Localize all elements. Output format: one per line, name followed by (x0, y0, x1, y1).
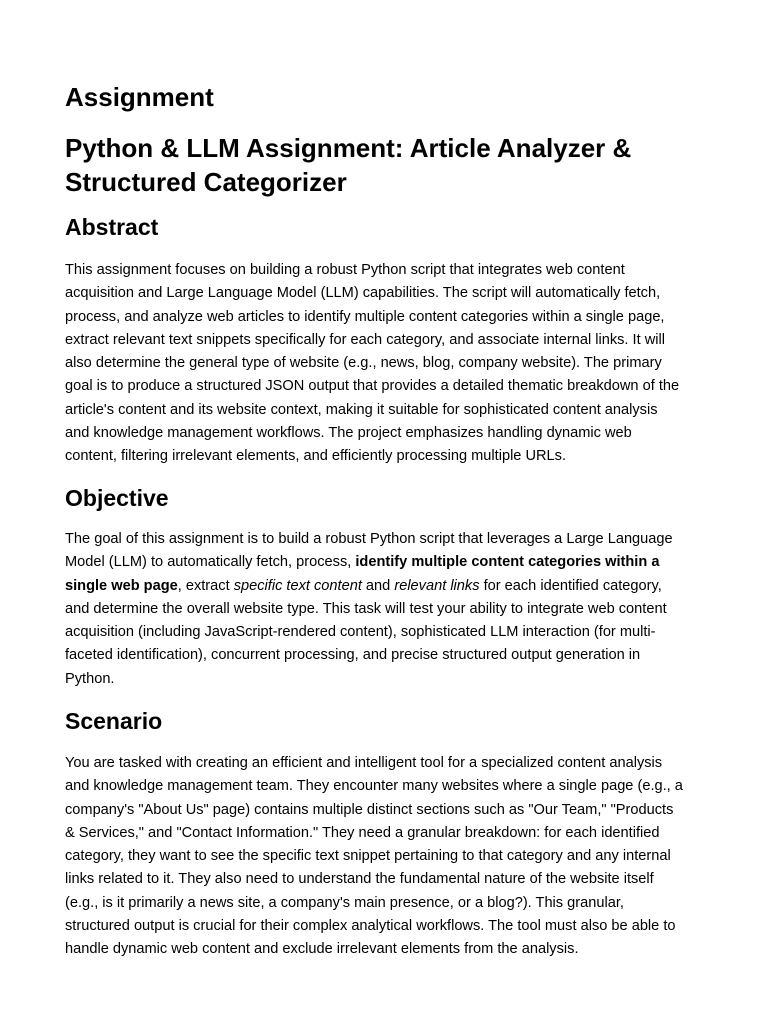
italic-text: relevant links (394, 577, 480, 594)
paragraph-line (65, 551, 707, 574)
abstract-paragraph (65, 259, 707, 469)
scenario-heading: Scenario (65, 708, 163, 734)
paragraph-line: extract relevant text snippets specifically for each category, and associate internal links. It will (65, 331, 665, 348)
paragraph-line: This assignment focuses on building a robust Python script that integrates web content (65, 262, 625, 278)
document-title (65, 131, 705, 199)
paragraph-line: Python. (65, 670, 115, 687)
paragraph-line: content, filtering irrelevant elements, and efficiently processing multiple URLs. (65, 448, 567, 465)
title-line: Python & LLM Assignment: Article Analyzer & (65, 133, 632, 163)
document-label: Assignment (65, 82, 214, 112)
paragraph-line: faceted identification), concurrent processing, and precise structured output generation in (65, 647, 641, 664)
paragraph-line: You are tasked with creating an efficient and intelligent tool for a specialized content analysis (65, 755, 663, 771)
text-run: and (361, 577, 395, 594)
paragraph-line: & Services," and "Contact Information." They need a granular breakdown: for each identified (65, 824, 660, 841)
paragraph-line: links related to it. They also need to understand the fundamental nature of the website itself (65, 871, 654, 888)
text-run: , extract (177, 577, 234, 594)
paragraph-line: The goal of this assignment is to build a robust Python script that leverages a Large Language (65, 531, 673, 547)
paragraph-line: company's "About Us" page) contains multiple distinct sections such as "Our Team," "Products (65, 801, 674, 818)
paragraph-line: (e.g., is it primarily a news site, a company's main presence, or a blog?). This granular, (65, 894, 624, 911)
paragraph-line: goal is to produce a structured JSON output that provides a detailed thematic breakdown of the (65, 378, 680, 395)
objective-heading: Objective (65, 485, 169, 511)
abstract-heading: Abstract (65, 214, 159, 240)
paragraph-line: and knowledge management team. They encounter many websites where a single page (e.g., a (65, 778, 683, 795)
paragraph-line: and determine the overall website type. This task will test your ability to integrate web content (65, 600, 667, 617)
title-line: Structured Categorizer (65, 167, 347, 197)
paragraph-line: and knowledge management workflows. The project emphasizes handling dynamic web (65, 425, 632, 442)
bold-text: single web page (65, 577, 178, 594)
paragraph-line: acquisition and Large Language Model (LLM) capabilities. The script will automatically fetch, (65, 285, 661, 302)
paragraph-line: acquisition (including JavaScript-rendered content), sophisticated LLM interaction (for multi- (65, 624, 656, 641)
paragraph-line: process, and analyze web articles to identify multiple content categories within a single page, (65, 308, 665, 325)
text-run: for each identified category, (479, 577, 662, 594)
paragraph-line: handle dynamic web content and exclude irrelevant elements from the analysis. (65, 941, 579, 958)
paragraph-line: also determine the general type of website (e.g., news, blog, company website). The primary (65, 355, 662, 372)
objective-paragraph (65, 528, 707, 691)
paragraph-line: article's content and its website context, making it suitable for sophisticated content analysis (65, 401, 658, 418)
paragraph-line (65, 575, 707, 598)
bold-text: identify multiple content categories within a (355, 554, 660, 571)
scenario-paragraph (65, 752, 707, 962)
text-run: Model (LLM) to automatically fetch, process, (65, 554, 356, 571)
paragraph-line: structured output is crucial for their complex analytical workflows. The tool must also be able to (65, 918, 676, 935)
italic-text: specific text content (233, 577, 362, 594)
paragraph-line: category, they want to see the specific text snippet pertaining to that category and any internal (65, 848, 671, 865)
